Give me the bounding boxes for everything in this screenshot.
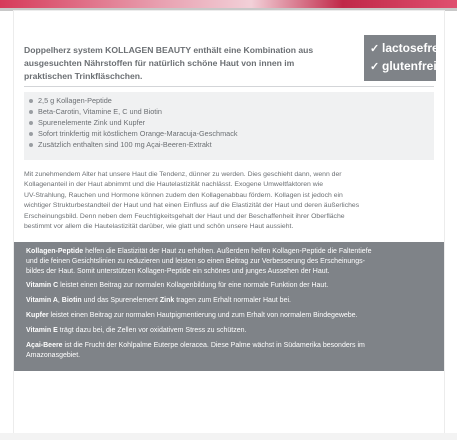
benefit-kupfer [26, 312, 358, 319]
benefit-text: , [57, 297, 62, 304]
benefit-text: bildes der Haut. Somit unterstützen Kollagen-Peptide ein schönes und junges Aussehen der Haut. [26, 268, 330, 275]
feature-text: Beta-Carotin, Vitamine E, C und Biotin [38, 107, 162, 116]
benefit-kollagen-line [26, 258, 365, 265]
benefit-vitamin-a-biotin-zink [26, 297, 291, 304]
benefit-term: Vitamin C [26, 282, 59, 289]
badge-glutenfrei [370, 59, 437, 73]
bullet-icon [29, 121, 33, 125]
benefit-term: Vitamin A [26, 297, 58, 304]
bullet-icon [29, 99, 33, 103]
benefit-term: Zink [159, 297, 175, 304]
bullet-icon [29, 132, 33, 136]
benefit-term: Biotin [61, 297, 82, 304]
feature-item [24, 95, 434, 106]
feature-text: Spurenelemente Zink und Kupfer [38, 118, 146, 127]
intro-line: ausgesuchten Nährstoffen für natürlich schöne Haut von innen im [24, 58, 295, 68]
benefit-acai [26, 352, 80, 359]
description-line: Mit zunehmendem Alter hat unsere Haut die Tendenz, dünner zu werden. Dies geschieht dann, wenn der [24, 171, 342, 178]
description-text [24, 170, 436, 232]
benefit-text: und die feinen Gesichtslinien zu reduzieren und leisten so einen Beitrag zur Verbesserung des Erscheinungs- [26, 258, 365, 265]
description-line: UV-Strahlung, Rauchen und Hormone können zudem den Kollagenabbau fördern. Kollagen ist jedoch ein [24, 191, 343, 199]
benefit-text: leistet einen Beitrag zur normalen Hautpigmentierung und zum Erhalt von normalem Bindegewebe. [48, 312, 358, 319]
feature-item [24, 139, 434, 150]
check-icon: ✓ [370, 61, 380, 73]
benefit-term: Kollagen-Peptide [26, 248, 84, 255]
feature-list [24, 92, 434, 150]
benefit-vitamin-c [26, 282, 328, 289]
benefit-text: trägt dazu bei, die Zellen vor oxidativem Stress zu schützen. [57, 327, 247, 334]
description-line: bestimmt vor allem die Hautelastizität darüber, wie glatt und schön unsere Haut aussieht. [24, 223, 294, 231]
feature-text: 2,5 g Kollagen-Peptide [38, 96, 112, 105]
description-line: Erscheinungsbild. Denn neben dem Feuchtigkeitsgehalt der Haut und der Beschaffenheit ihrer Oberfläche [24, 212, 345, 220]
feature-item [24, 106, 434, 117]
badge-lactosefrei [370, 41, 442, 55]
benefit-text: helfen die Elastizität der Haut zu erhöhen. Außerdem helfen Kollagen-Peptide die Faltentiefe [83, 248, 372, 255]
package-bottom-edge [0, 433, 457, 440]
benefit-acai [26, 342, 365, 349]
bullet-icon [29, 143, 33, 147]
check-icon: ✓ [370, 43, 380, 55]
description-line: Kollagenanteil in der Haut abnimmt und die Hautelastizität nachlässt. Exogene Umweltfaktoren wie [24, 181, 324, 189]
benefit-term: Kupfer [26, 312, 49, 319]
benefit-kollagen-line [26, 248, 372, 255]
feature-text: Sofort trinkfertig mit köstlichem Orange-Maracuja-Geschmack [38, 129, 238, 138]
feature-text: Zusätzlich enthalten sind 100 mg Açai-Beeren-Extrakt [38, 140, 212, 149]
allergen-badge [364, 35, 443, 81]
benefit-text: leistet einen Beitrag zur normalen Kollagenbildung für eine normale Funktion der Haut. [58, 282, 329, 289]
badge-label: lactosefrei [382, 41, 443, 55]
intro-line: praktischen Trinkfläschchen. [24, 71, 143, 81]
benefit-text: und das Spurenelement [81, 297, 160, 304]
benefit-kollagen-line [26, 268, 330, 275]
description-line: wichtiger Strukturbestandteil der Haut und hat einen Einfluss auf die Elastizität der Haut und deren äußerliches [24, 202, 360, 210]
benefit-text: ist die Frucht der Kohlpalme Euterpe oleracea. Diese Palme wächst in Südamerika besonders im [62, 342, 365, 349]
benefit-text: Amazonasgebiet. [26, 352, 81, 359]
feature-list-box [24, 92, 434, 160]
benefit-term: Açai-Beere [26, 342, 63, 349]
benefits-box [14, 242, 444, 371]
package-top-strip [0, 0, 457, 8]
benefit-term: Vitamin E [26, 327, 58, 334]
badge-label: glutenfrei [382, 59, 437, 73]
intro-text [24, 44, 346, 83]
feature-item [24, 128, 434, 139]
bullet-icon [29, 110, 33, 114]
benefit-vitamin-e [26, 327, 246, 334]
intro-line: Doppelherz system KOLLAGEN BEAUTY enthält eine Kombination aus [24, 45, 314, 55]
feature-item [24, 117, 434, 128]
benefit-text: tragen zum Erhalt normaler Haut bei. [174, 297, 291, 304]
section-divider [24, 86, 434, 87]
